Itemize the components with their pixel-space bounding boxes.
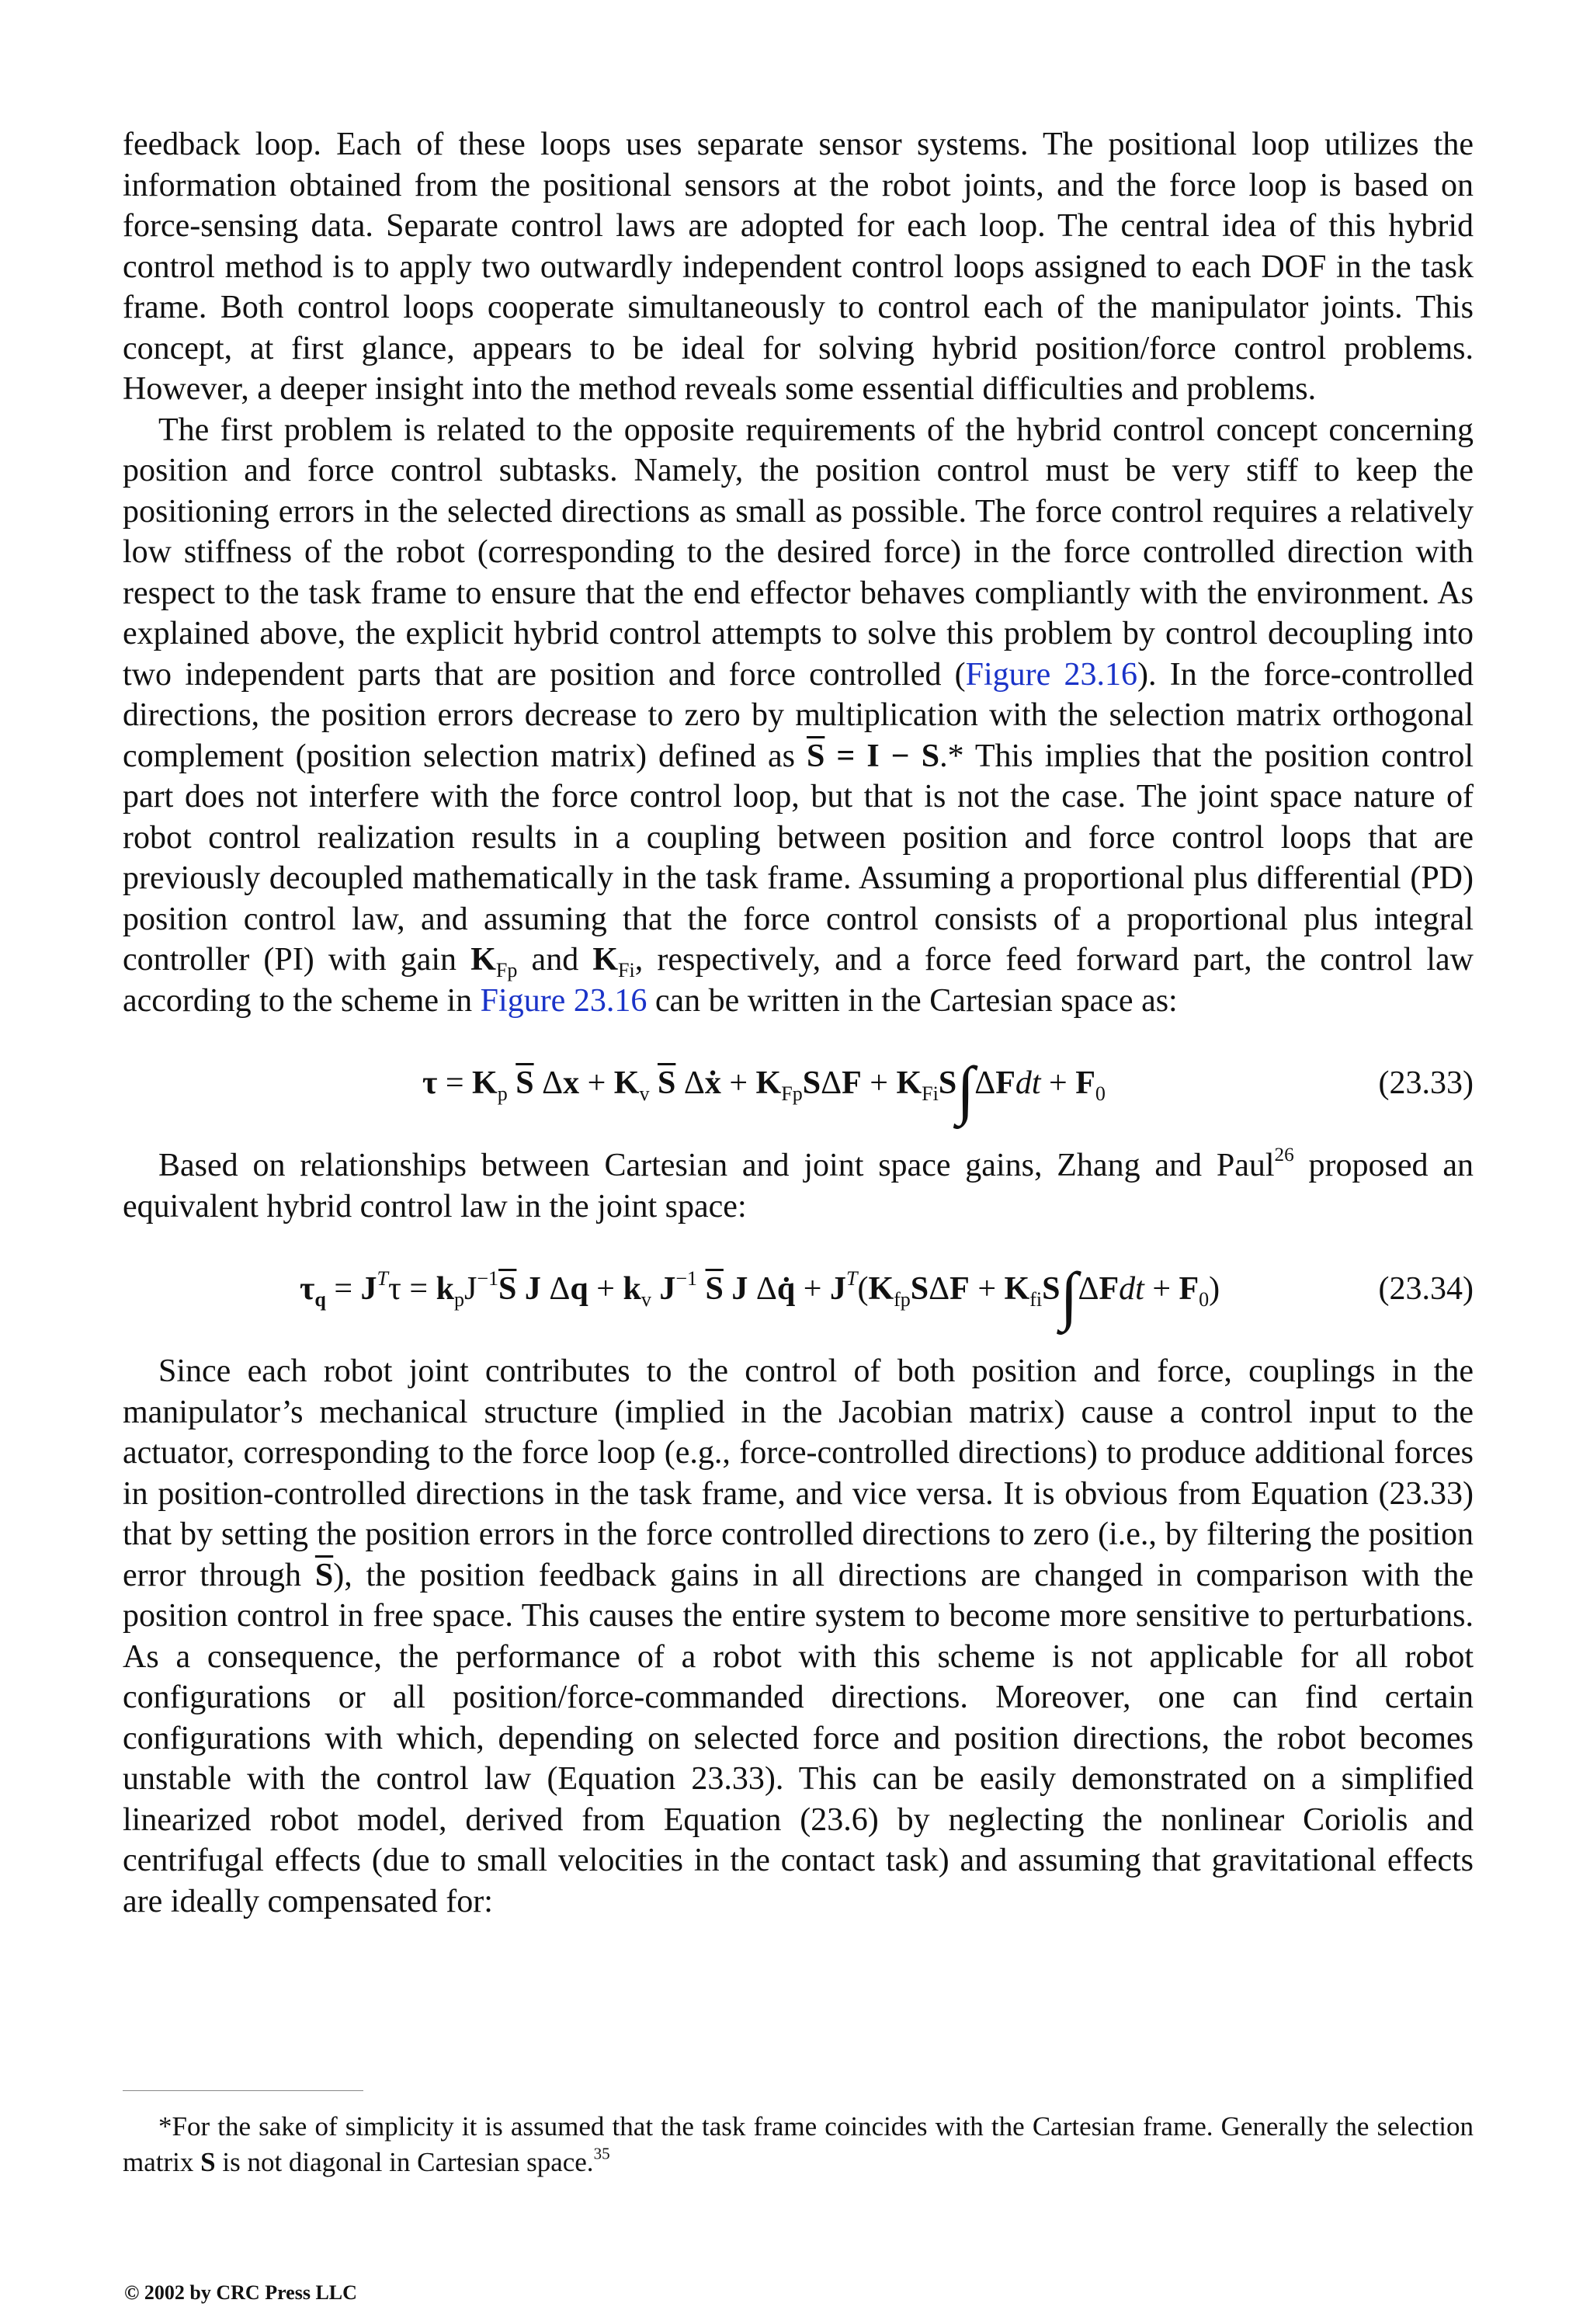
figure-link-23-16-second[interactable]: Figure 23.16 (480, 982, 647, 1019)
paragraph-1 (123, 124, 1474, 410)
footnote-text-b: is not diagonal in Cartesian space. (215, 2147, 594, 2177)
paragraph-2-text-e: , respectively, and a force feed forward part, the control law according to the scheme in (123, 942, 1474, 1019)
inline-math-kfi: $K_{Fi}$ (592, 942, 635, 982)
footnote-reference-35: 35 (593, 2144, 610, 2163)
equation-23-33-body: $\tau = K_p$ $\overline{S}$ $\Delta x + K_v$ $\overline{S}$ Δẋ + $K_{Fp}S\Delta F + K_{Fi}S\int\Delta Fdt + F_0$ (422, 1054, 1106, 1127)
figure-link-23-16[interactable]: Figure 23.16 (965, 656, 1138, 693)
paragraph-2-text-c: .* This implies that the position control part does not interfere with the force control loop, but that is not the case. The joint space nature of robot control realization results in a coupling between position and force control loops that are previously decoupled mathematically in the task frame. Assuming a proportional plus differential (PD) position control law, and assuming that the force control consists of a proportional plus integral controller (PI) with gain (123, 738, 1474, 978)
equation-23-34 (123, 1227, 1474, 1351)
paragraph-4-text-a: Since each robot joint contributes to the control of both position and force, couplings in the manipulator’s mechanical structure (implied in the Jacobian matrix) cause a control input to the actuator, corresponding to the force loop (e.g., force-controlled directions) to produce additional forces in position-controlled directions in the task frame, and vice versa. It is obvious from Equation (23.33) that by setting the position errors in the force controlled directions to zero (i.e., by filtering the position error through (123, 1353, 1474, 1593)
inline-math-kfp: $K_{Fp}$ (470, 942, 518, 982)
paragraph-4 (123, 1351, 1474, 1922)
equation-number-23-33: (23.33) (1378, 1065, 1474, 1101)
paragraph-2-text-d: and (517, 942, 593, 978)
inline-math-sbar-definition: $\overline{S} = I - S$ (806, 738, 940, 774)
footnote-divider (123, 2090, 363, 2091)
equation-number-23-34: (23.34) (1378, 1271, 1474, 1307)
equation-23-34-body: $\tau_q = J^T\tau = k_pJ^{-1}\overline{S}$ J $\Delta q + k_v$ $J^{-1}$ $\overline{S}$ J Δq̇ + $J^T(K_{fp}S\Delta F + K_{fi}S\int\Delta Fdt + F_0)$ (300, 1259, 1220, 1332)
footnote-math-s: S (200, 2147, 216, 2177)
page-body (123, 124, 1474, 1922)
paragraph-3-text-a: Based on relationships between Cartesian and joint space gains, Zhang and Paul (158, 1148, 1275, 1183)
paragraph-1-text: feedback loop. Each of these loops uses separate sensor systems. The positional loop utilizes the information obtained from the positional sensors at the robot joints, and the force loop is based on force-sensing data. Separate control laws are adopted for each loop. The central idea of this hybrid control method is to apply two outwardly independent control loops assigned to each DOF in the task frame. Both control loops cooperate simultaneously to control each of the manipulator joints. This concept, at first glance, appears to be ideal for solving hybrid position/force control problems. However, a deeper insight into the method reveals some essential difficulties and problems. (123, 127, 1474, 407)
paragraph-4-text-b: ), the position feedback gains in all directions are changed in comparison with the position control in free space. This causes the entire system to become more sensitive to perturbations. As a consequence, the performance of a robot with this scheme is not applicable for all robot configurations or all position/force-commanded directions. Moreover, one can find certain configurations with which, depending on selected force and position directions, the robot becomes unstable with the control law (Equation 23.33). This can be easily demonstrated on a simplified linearized robot model, derived from Equation (23.6) by neglecting the nonlinear Coriolis and centrifugal effects (due to small velocities in the contact task) and assuming that gravitational effects are ideally compensated for: (123, 1557, 1474, 1919)
inline-math-sbar: $\overline{S}$ (314, 1557, 334, 1593)
reference-superscript-26: 26 (1274, 1145, 1294, 1166)
footnote-text-a: *For the sake of simplicity it is assumed that the task frame coincides with the Cartesian frame. Generally the selection matrix (123, 2111, 1474, 2177)
footnote (123, 2109, 1474, 2180)
paragraph-2-text-f: can be written in the Cartesian space as: (647, 982, 1178, 1019)
copyright-notice: © 2002 by CRC Press LLC (124, 2281, 357, 2304)
equation-23-33 (123, 1021, 1474, 1145)
paragraph-2-text-b: ). In the force-controlled directions, the position errors decrease to zero by multiplication with the selection matrix orthogonal complement (position selection matrix) defined as (123, 656, 1474, 774)
paragraph-3 (123, 1145, 1474, 1227)
paragraph-2-text-a: The first problem is related to the opposite requirements of the hybrid control concept concerning position and force control subtasks. Namely, the position control must be very stiff to keep the positioning errors in the selected directions as small as possible. The force control requires a relatively low stiffness of the robot (corresponding to the desired force) in the force controlled direction with respect to the task frame to ensure that the end effector behaves compliantly with the environment. As explained above, the explicit hybrid control attempts to solve this problem by control decoupling into two independent parts that are position and force controlled ( (123, 412, 1474, 693)
paragraph-3-text-b: proposed an equivalent hybrid control law in the joint space: (123, 1148, 1474, 1225)
paragraph-2 (123, 410, 1474, 1022)
